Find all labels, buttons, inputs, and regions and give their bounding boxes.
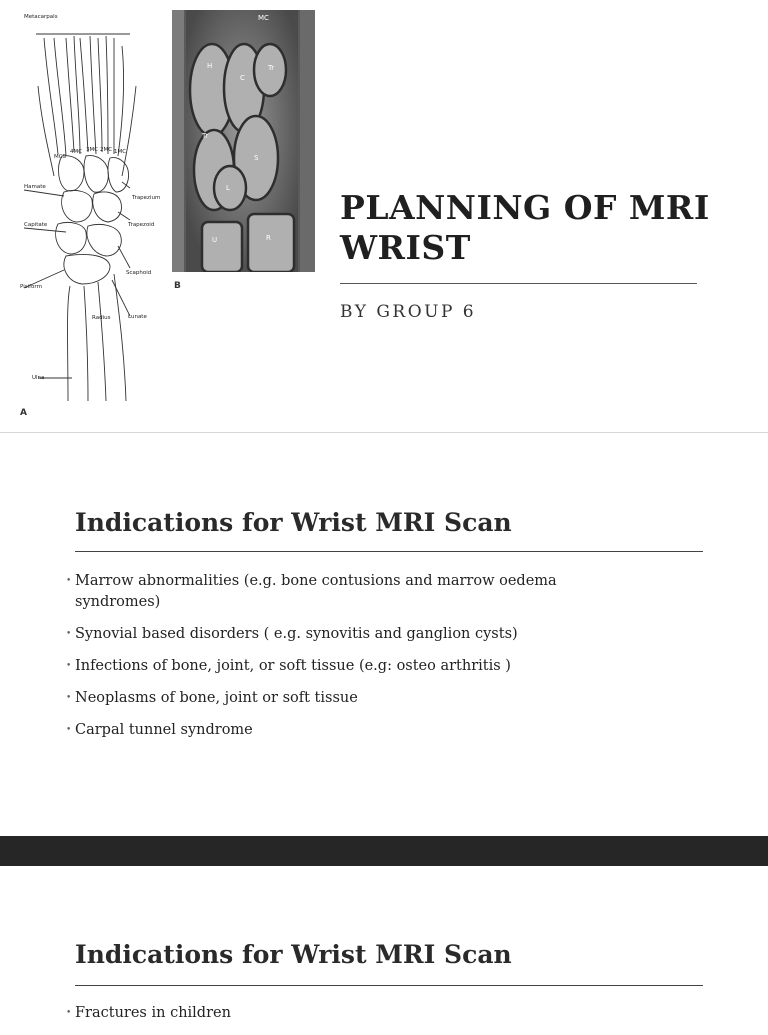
bullet-icon: • bbox=[66, 693, 72, 703]
svg-text:L: L bbox=[226, 184, 230, 192]
slide-title: PLANNING OF MRI WRIST bbox=[340, 188, 710, 267]
diagram-label: Hamate bbox=[24, 184, 46, 190]
wrist-anatomy-diagram bbox=[14, 6, 164, 424]
svg-text:S: S bbox=[254, 154, 259, 162]
indications-slide-continued bbox=[0, 866, 768, 1024]
slide-subtitle: BY GROUP 6 bbox=[340, 302, 477, 322]
list-item: • Carpal tunnel syndrome bbox=[66, 720, 626, 741]
diagram-label: 4MC bbox=[70, 149, 83, 155]
bullet-icon: • bbox=[66, 1008, 72, 1018]
svg-text:H: H bbox=[207, 62, 213, 70]
svg-text:U: U bbox=[212, 236, 218, 244]
bullet-list bbox=[66, 571, 626, 752]
title-divider bbox=[340, 283, 697, 284]
slide-gap-band bbox=[0, 836, 768, 866]
diagram-label: Capitate bbox=[24, 222, 48, 228]
diagram-label: Lunate bbox=[128, 314, 147, 320]
wrist-mri-image bbox=[172, 10, 315, 272]
diagram-label: MC5 bbox=[54, 154, 67, 160]
diagram-label: Trapezoid bbox=[128, 222, 155, 228]
diagram-label: Ulna bbox=[32, 375, 45, 381]
diagram-label: Pisiform bbox=[20, 284, 42, 290]
diagram-label: 3MC bbox=[86, 147, 99, 153]
bullet-icon: • bbox=[66, 661, 72, 671]
list-item: • Marrow abnormalities (e.g. bone contusions and marrow oedema syndromes) bbox=[66, 573, 557, 610]
list-item: • Fractures in children bbox=[66, 1003, 626, 1024]
indications-slide bbox=[0, 433, 768, 835]
diagram-label: Metacarpals bbox=[24, 14, 58, 20]
diagram-label: Radius bbox=[92, 315, 111, 321]
slide-heading: Indications for Wrist MRI Scan bbox=[75, 508, 512, 537]
bullet-icon: • bbox=[66, 576, 72, 586]
figure-b-label: B bbox=[174, 281, 181, 291]
diagram-label: 2MC bbox=[100, 147, 113, 153]
bullet-list bbox=[66, 1003, 626, 1035]
svg-text:Tr: Tr bbox=[268, 64, 275, 72]
list-item: • Neoplasms of bone, joint or soft tissue bbox=[66, 688, 626, 709]
svg-text:MC: MC bbox=[258, 14, 269, 22]
diagram-label: Scaphoid bbox=[126, 270, 152, 276]
svg-text:Tr: Tr bbox=[202, 132, 209, 140]
list-item: • Synovial based disorders ( e.g. synovitis and ganglion cysts) bbox=[66, 624, 626, 645]
figure-a-label: A bbox=[20, 408, 27, 418]
heading-divider bbox=[75, 985, 703, 986]
diagram-label: Trapezium bbox=[132, 195, 161, 201]
list-item: • Infections of bone, joint, or soft tissue (e.g: osteo arthritis ) bbox=[66, 656, 626, 677]
title-slide bbox=[0, 0, 768, 432]
heading-divider bbox=[75, 551, 703, 552]
diagram-label: 1MC bbox=[114, 149, 127, 155]
bullet-icon: • bbox=[66, 629, 72, 639]
svg-text:C: C bbox=[240, 74, 245, 82]
slide-heading: Indications for Wrist MRI Scan bbox=[75, 940, 512, 969]
bullet-icon: • bbox=[66, 725, 72, 735]
svg-text:R: R bbox=[266, 234, 271, 242]
